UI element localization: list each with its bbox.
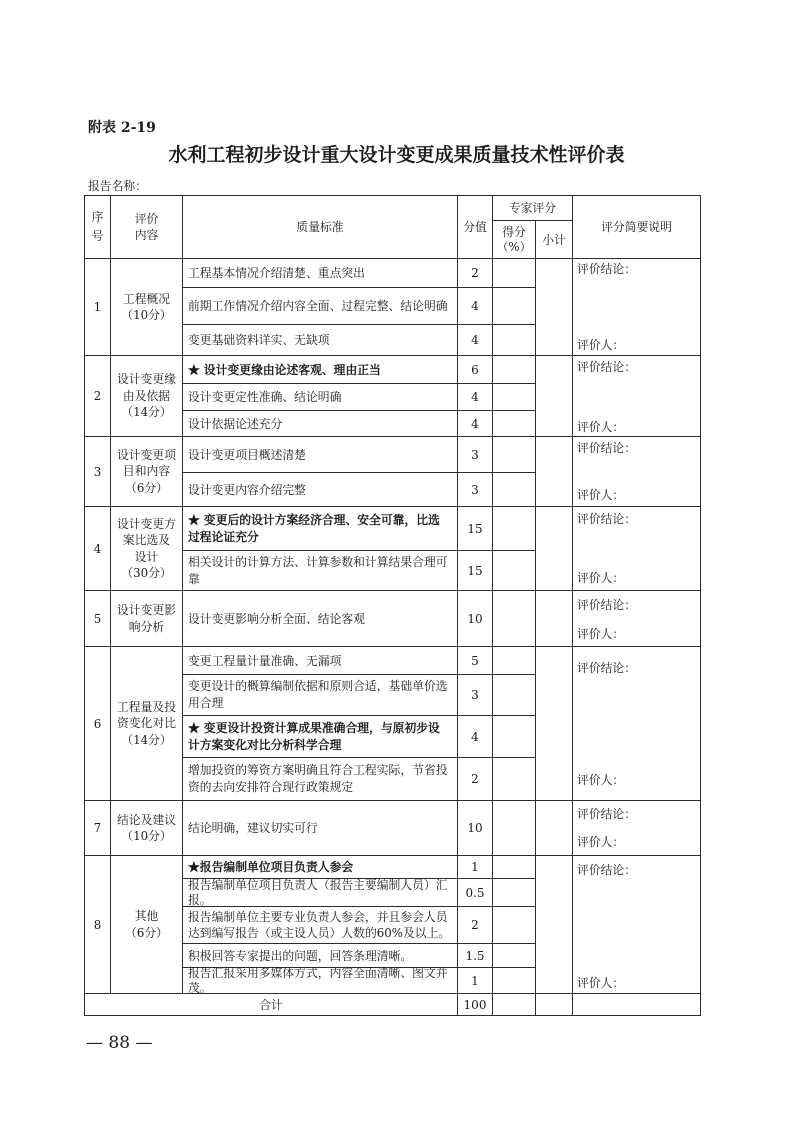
table-row [85, 856, 701, 879]
item-2-1-earned-score-cell [493, 356, 536, 384]
item-1-2-earned-score-cell [493, 288, 536, 325]
group-7-number: 7 [85, 801, 111, 856]
header-expert-score: 专家评分 [493, 196, 573, 221]
group-2-evaluator-label: 评价人： [577, 420, 625, 434]
group-5-subtotal-cell [536, 591, 573, 647]
item-6-1-standard: 变更工程量计量准确、无漏项 [183, 647, 458, 675]
item-7-1-score: 10 [458, 801, 493, 856]
item-8-2-earned-score-cell [493, 879, 536, 907]
item-6-3-earned-score-cell [493, 716, 536, 758]
item-1-1-standard: 工程基本情况介绍清楚、重点突出 [183, 259, 458, 288]
item-4-2-earned-score-cell [493, 551, 536, 591]
group-4-remark-cell [573, 507, 701, 591]
item-6-4-earned-score-cell [493, 758, 536, 801]
item-8-4-standard: 积极回答专家提出的问题，回答条理清晰。 [183, 944, 458, 968]
item-6-3-score: 4 [458, 716, 493, 758]
item-6-1-earned-score-cell [493, 647, 536, 675]
header-quality-standard: 质量标准 [183, 196, 458, 259]
item-3-2-score: 3 [458, 473, 493, 507]
group-4-evaluator-label: 评价人： [577, 571, 625, 585]
item-6-2-score: 3 [458, 675, 493, 716]
item-1-1-score: 2 [458, 259, 493, 288]
item-8-4-score: 1.5 [458, 944, 493, 968]
group-5-number: 5 [85, 591, 111, 647]
group-4-subtotal-cell [536, 507, 573, 591]
item-1-2-standard: 前期工作情况介绍内容全面、过程完整、结论明确 [183, 288, 458, 325]
item-6-4-score: 2 [458, 758, 493, 801]
group-7-subtotal-cell [536, 801, 573, 856]
group-3-remark-cell [573, 437, 701, 507]
table-row [85, 507, 701, 551]
item-4-2-score: 15 [458, 551, 493, 591]
item-2-3-earned-score-cell [493, 411, 536, 437]
group-8-subtotal-cell [536, 856, 573, 994]
header-subtotal: 小计 [536, 221, 573, 259]
group-4-content: 设计变更方 案比选及 设计 （30分） [111, 507, 183, 591]
item-2-3-score: 4 [458, 411, 493, 437]
header-remark: 评分简要说明 [573, 196, 701, 259]
group-3-conclusion-label: 评价结论： [577, 441, 637, 455]
group-6-remark-cell [573, 647, 701, 801]
item-3-2-standard: 设计变更内容介绍完整 [183, 473, 458, 507]
item-6-4-standard: 增加投资的筹资方案明确且符合工程实际，节省投 资的去向安排符合现行政策规定 [183, 758, 458, 801]
item-8-4-earned-score-cell [493, 944, 536, 968]
group-2-number: 2 [85, 356, 111, 437]
group-8-evaluator-label: 评价人： [577, 976, 625, 990]
item-1-2-score: 4 [458, 288, 493, 325]
group-1-remark-cell [573, 259, 701, 356]
item-3-1-standard: 设计变更项目概述清楚 [183, 437, 458, 473]
item-1-3-earned-score-cell [493, 325, 536, 356]
item-5-1-standard: 设计变更影响分析全面、结论客观 [183, 591, 458, 647]
item-8-1-earned-score-cell [493, 856, 536, 879]
group-1-content: 工程概况 （10分） [111, 259, 183, 356]
group-6-number: 6 [85, 647, 111, 801]
item-6-1-score: 5 [458, 647, 493, 675]
table-row [85, 437, 701, 473]
group-2-conclusion-label: 评价结论： [577, 360, 637, 374]
item-2-3-standard: 设计依据论述充分 [183, 411, 458, 437]
item-1-3-score: 4 [458, 325, 493, 356]
document-title: 水利工程初步设计重大设计变更成果质量技术性评价表 [168, 144, 625, 166]
group-1-subtotal-cell [536, 259, 573, 356]
group-8-remark-cell [573, 856, 701, 994]
group-7-conclusion-label: 评价结论： [577, 807, 637, 821]
item-3-2-earned-score-cell [493, 473, 536, 507]
item-8-2-score: 0.5 [458, 879, 493, 907]
item-3-1-earned-score-cell [493, 437, 536, 473]
item-8-3-score: 2 [458, 907, 493, 944]
page-number: — 88 — [86, 1033, 153, 1053]
group-7-evaluator-label: 评价人： [577, 835, 625, 849]
item-8-5-standard: 报告汇报采用多媒体方式，内容全面清晰、图文并 茂。 [188, 965, 448, 995]
group-2-content: 设计变更缘 由及依据 （14分） [111, 356, 183, 437]
group-5-content: 设计变更影 响分析 [111, 591, 183, 647]
item-8-2-standard-cell [183, 879, 458, 907]
table-row [85, 647, 701, 675]
group-3-number: 3 [85, 437, 111, 507]
item-8-3-standard: 报告编制单位主要专业负责人参会，并且参会人员 达到编写报告（或主设人员）人数的60%及以上。 [183, 907, 458, 944]
group-4-conclusion-label: 评价结论： [577, 512, 637, 526]
item-6-2-standard: 变更设计的概算编制依据和原则合适，基础单价选 用合理 [183, 675, 458, 716]
group-8-number: 8 [85, 856, 111, 994]
item-1-3-standard: 变更基础资料详实、无缺项 [183, 325, 458, 356]
item-8-2-standard: 报告编制单位项目负责人（报告主要编制人员）汇 报。 [188, 877, 448, 907]
group-1-evaluator-label: 评价人： [577, 338, 625, 352]
group-8-conclusion-label: 评价结论： [577, 863, 637, 877]
item-6-3-standard: ★ 变更设计投资计算成果准确合理，与原初步设 计方案变化对比分析科学合理 [183, 716, 458, 758]
item-7-1-earned-score-cell [493, 801, 536, 856]
item-7-1-standard: 结论明确，建议切实可行 [183, 801, 458, 856]
group-8-content: 其他 （6分） [111, 856, 183, 994]
item-4-1-score: 15 [458, 507, 493, 551]
item-8-3-earned-score-cell [493, 907, 536, 944]
group-2-subtotal-cell [536, 356, 573, 437]
group-6-conclusion-label: 评价结论： [577, 661, 637, 675]
item-4-1-earned-score-cell [493, 507, 536, 551]
total-score: 100 [458, 994, 493, 1016]
group-3-subtotal-cell [536, 437, 573, 507]
group-5-conclusion-label: 评价结论： [577, 598, 637, 612]
item-6-2-earned-score-cell [493, 675, 536, 716]
group-1-conclusion-label: 评价结论： [577, 262, 637, 276]
item-8-1-score: 1 [458, 856, 493, 879]
group-6-evaluator-label: 评价人： [577, 773, 625, 787]
item-2-2-score: 4 [458, 384, 493, 411]
header-serial-number: 序 号 [85, 196, 111, 259]
group-1-number: 1 [85, 259, 111, 356]
total-subtotal-cell [536, 994, 573, 1016]
table-row [85, 356, 701, 384]
group-3-content: 设计变更项 目和内容 （6分） [111, 437, 183, 507]
group-2-remark-cell [573, 356, 701, 437]
item-2-2-earned-score-cell [493, 384, 536, 411]
group-6-subtotal-cell [536, 647, 573, 801]
item-2-1-score: 6 [458, 356, 493, 384]
table-number: 附表 2-19 [88, 120, 156, 136]
table-row [85, 591, 701, 647]
group-4-number: 4 [85, 507, 111, 591]
group-5-evaluator-label: 评价人： [577, 627, 625, 641]
item-4-1-standard: ★ 变更后的设计方案经济合理、安全可靠，比选 过程论证充分 [183, 507, 458, 551]
total-row [85, 994, 701, 1016]
table-row [85, 801, 701, 856]
evaluation-table [84, 195, 701, 1016]
table-row [85, 259, 701, 288]
report-name-label: 报告名称： [88, 179, 147, 193]
item-8-1-standard: ★报告编制单位项目负责人参会 [183, 856, 458, 879]
group-7-content: 结论及建议 （10分） [111, 801, 183, 856]
group-3-evaluator-label: 评价人： [577, 488, 625, 502]
item-2-1-standard: ★ 设计变更缘由论述客观、理由正当 [183, 356, 458, 384]
item-8-5-standard-cell [183, 965, 458, 995]
item-1-1-earned-score-cell [493, 259, 536, 288]
item-8-5-score: 1 [458, 968, 493, 994]
item-5-1-earned-score-cell [493, 591, 536, 647]
total-label: 合计 [85, 994, 458, 1016]
item-4-2-standard: 相关设计的计算方法、计算参数和计算结果合理可 靠 [183, 551, 458, 591]
table-header-row [85, 196, 701, 221]
item-5-1-score: 10 [458, 591, 493, 647]
header-evaluation-content: 评价 内容 [111, 196, 183, 259]
group-5-remark-cell [573, 591, 701, 647]
item-8-5-earned-score-cell [493, 968, 536, 994]
item-3-1-score: 3 [458, 437, 493, 473]
total-earned-score-cell [493, 994, 536, 1016]
total-remark-cell [573, 994, 701, 1016]
group-7-remark-cell [573, 801, 701, 856]
item-2-2-standard: 设计变更定性准确、结论明确 [183, 384, 458, 411]
header-score-value: 分值 [458, 196, 493, 259]
group-6-content: 工程量及投 资变化对比 （14分） [111, 647, 183, 801]
header-earned-score: 得分 （%） [493, 221, 536, 259]
